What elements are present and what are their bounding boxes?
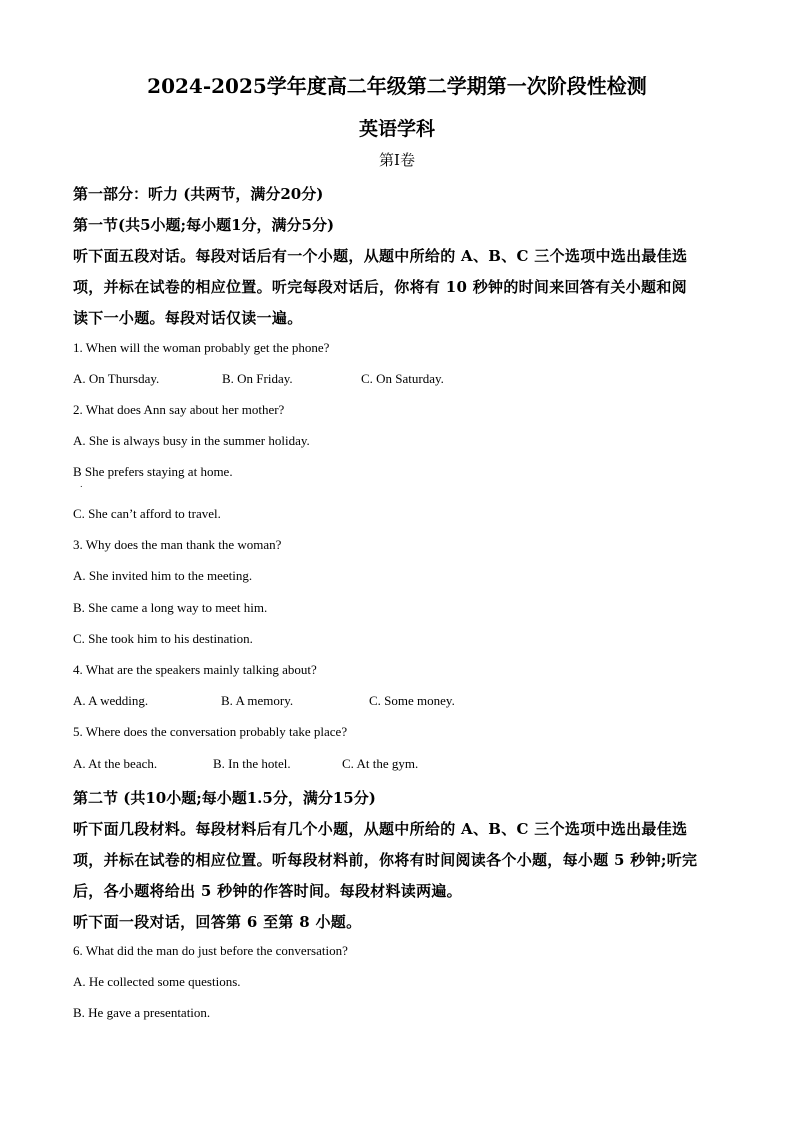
- option-c: C. She took him to his destination.: [73, 631, 253, 646]
- option-c: C. On Saturday.: [361, 371, 444, 386]
- question-5: 5. Where does the conversation probably take place?: [73, 724, 348, 739]
- section1-instruction-line: 听下面五段对话。每段对话后有一个小题，从题中所给的 A、B、C 三个选项中选出最佳选: [73, 247, 688, 265]
- option-a: A. She invited him to the meeting.: [73, 568, 253, 583]
- option-b: B. He gave a presentation.: [73, 1005, 211, 1020]
- option-c: C. Some money.: [369, 693, 455, 708]
- section2-heading: 第二节 (共10小题;每小题1.5分，满分15分): [73, 789, 376, 807]
- group-heading: 听下面一段对话，回答第 6 至第 8 小题。: [73, 913, 362, 931]
- option-b: B. A memory.: [221, 693, 294, 708]
- question-4: 4. What are the speakers mainly talking about?: [73, 662, 317, 677]
- option-a: A. A wedding.: [73, 693, 149, 708]
- option-b: B She prefers staying at home.: [73, 464, 233, 479]
- section1-instruction-line: 项，并标在试卷的相应位置。听完每段对话后，你将有 10 秒钟的时间来回答有关小题和阅: [73, 278, 687, 296]
- question-6: 6. What did the man do just before the conversation?: [73, 943, 348, 958]
- stray-mark: .: [80, 480, 83, 489]
- option-a: A. He collected some questions.: [73, 974, 241, 989]
- section1-heading: 第一节(共5小题;每小题1分，满分5分): [73, 216, 335, 234]
- volume-label: 第Ⅰ卷: [379, 151, 415, 169]
- option-c: C. At the gym.: [342, 756, 419, 771]
- subject-title: 英语学科: [358, 118, 435, 140]
- section2-instruction-line: 听下面几段材料。每段材料后有几个小题，从题中所给的 A、B、C 三个选项中选出最佳选: [73, 820, 688, 838]
- section2-instruction-line: 项，并标在试卷的相应位置。听每段材料前，你将有时间阅读各个小题，每小题 5 秒钟;听完: [73, 851, 698, 869]
- part1-heading: 第一部分：听力 (共两节，满分20分): [73, 185, 324, 203]
- section1-instruction-line: 读下一小题。每段对话仅读一遍。: [73, 309, 303, 327]
- option-a: A. She is always busy in the summer holiday.: [73, 433, 310, 448]
- option-b: B. She came a long way to meet him.: [73, 600, 268, 615]
- section2-instruction-line: 后，各小题将给出 5 秒钟的作答时间。每段材料读两遍。: [73, 882, 462, 900]
- option-a: A. At the beach.: [73, 756, 158, 771]
- option-b: B. In the hotel.: [213, 756, 291, 771]
- option-c: C. She can’t afford to travel.: [73, 506, 221, 521]
- option-b: B. On Friday.: [222, 371, 293, 386]
- question-2: 2. What does Ann say about her mother?: [73, 402, 285, 417]
- exam-title: 2024-2025学年度高二年级第二学期第一次阶段性检测: [147, 74, 647, 98]
- question-1: 1. When will the woman probably get the phone?: [73, 340, 330, 355]
- option-a: A. On Thursday.: [73, 371, 160, 386]
- question-3: 3. Why does the man thank the woman?: [73, 537, 282, 552]
